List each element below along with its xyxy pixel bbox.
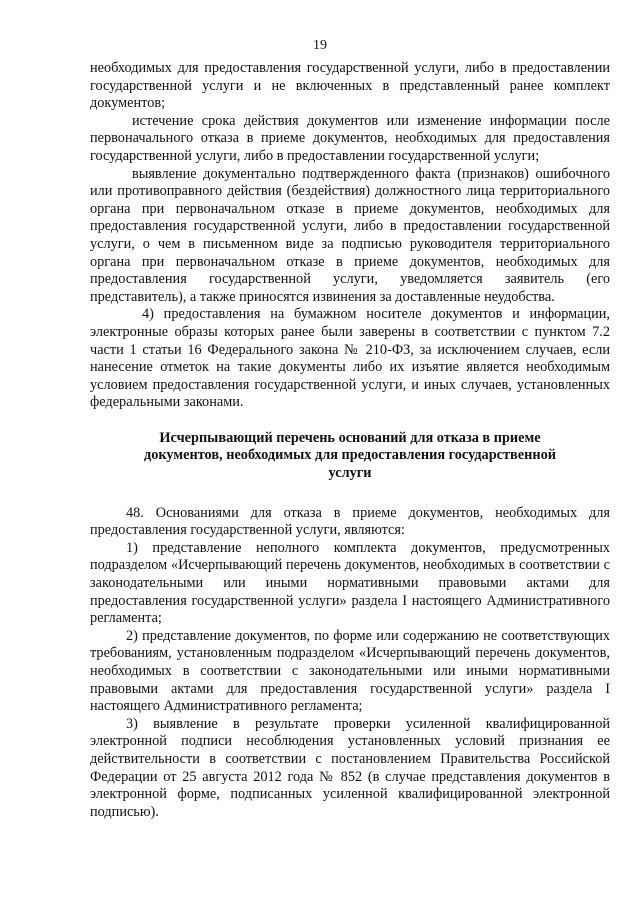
- paragraph-clause-48: 48. Основаниями для отказа в приеме документов, необходимых для предоставления государственной услуги, являются:: [90, 504, 610, 539]
- page-number: 19: [313, 38, 327, 53]
- paragraph-continuation: необходимых для предоставления государственной услуги, либо в предоставлении государственной услуги и не включенных в представленный ранее комплект документов;: [90, 60, 610, 112]
- paragraph-error-detection: выявление документально подтвержденного факта (признаков) ошибочного или противоправного действия (бездействия) должностного лица территориального органа при первоначальном отказе в приеме документов, необходимых для предоставления государственной услуги, либо в предоставлении государственной услуги, о чем в письменном виде за подписью руководителя территориального органа при первоначальном отказе в приеме документов, необходимых для предоставления государственной услуги, уведомляется заявитель (его представитель), а также приносятся извинения за доставленные неудобства.: [90, 165, 610, 305]
- section-heading: Исчерпывающий перечень оснований для отказа в приеме документов, необходимых для предоставления государственной услуги: [144, 429, 556, 482]
- paragraph-clause-48-item-3: 3) выявление в результате проверки усиленной квалифицированной электронной подписи несоблюдения установленных условий признания ее действительности в соответствии с постановлением Правительства Российской Федерации от 25 августа 2012 года № 852 (в случае представления документов в электронной форме, подписанных усиленной квалифицированной электронной подписью).: [90, 715, 610, 820]
- paragraph-document-expiry: истечение срока действия документов или изменение информации после первоначального отказа в приеме документов, необходимых для предоставления государственной услуги, либо в предоставлении государственной услуги;: [90, 112, 610, 164]
- paragraph-item-4: 4) предоставления на бумажном носителе документов и информации, электронные образы которых ранее были заверены в соответствии с пунктом 7.2 части 1 статьи 16 Федерального закона № 210-ФЗ, за исключением случаев, если нанесение отметок на такие документы либо их изъятие является необходимым условием предоставления государственной услуги, и иных случаев, установленных федеральными законами.: [90, 306, 610, 411]
- paragraph-clause-48-item-2: 2) представление документов, по форме или содержанию не соответствующих требованиям, установленным подразделом «Исчерпывающий перечень документов, необходимых в соответствии с законодательными или иными нормативными правовыми актами для предоставления государственной услуги» раздела I настоящего Административного регламента;: [90, 627, 610, 715]
- document-body: [90, 60, 610, 821]
- paragraph-clause-48-item-1: 1) представление неполного комплекта документов, предусмотренных подразделом «Исчерпывающий перечень документов, необходимых в соответствии с законодательными или иными нормативными правовыми актами для предоставления государственной услуги» раздела I настоящего Административного регламента;: [90, 539, 610, 627]
